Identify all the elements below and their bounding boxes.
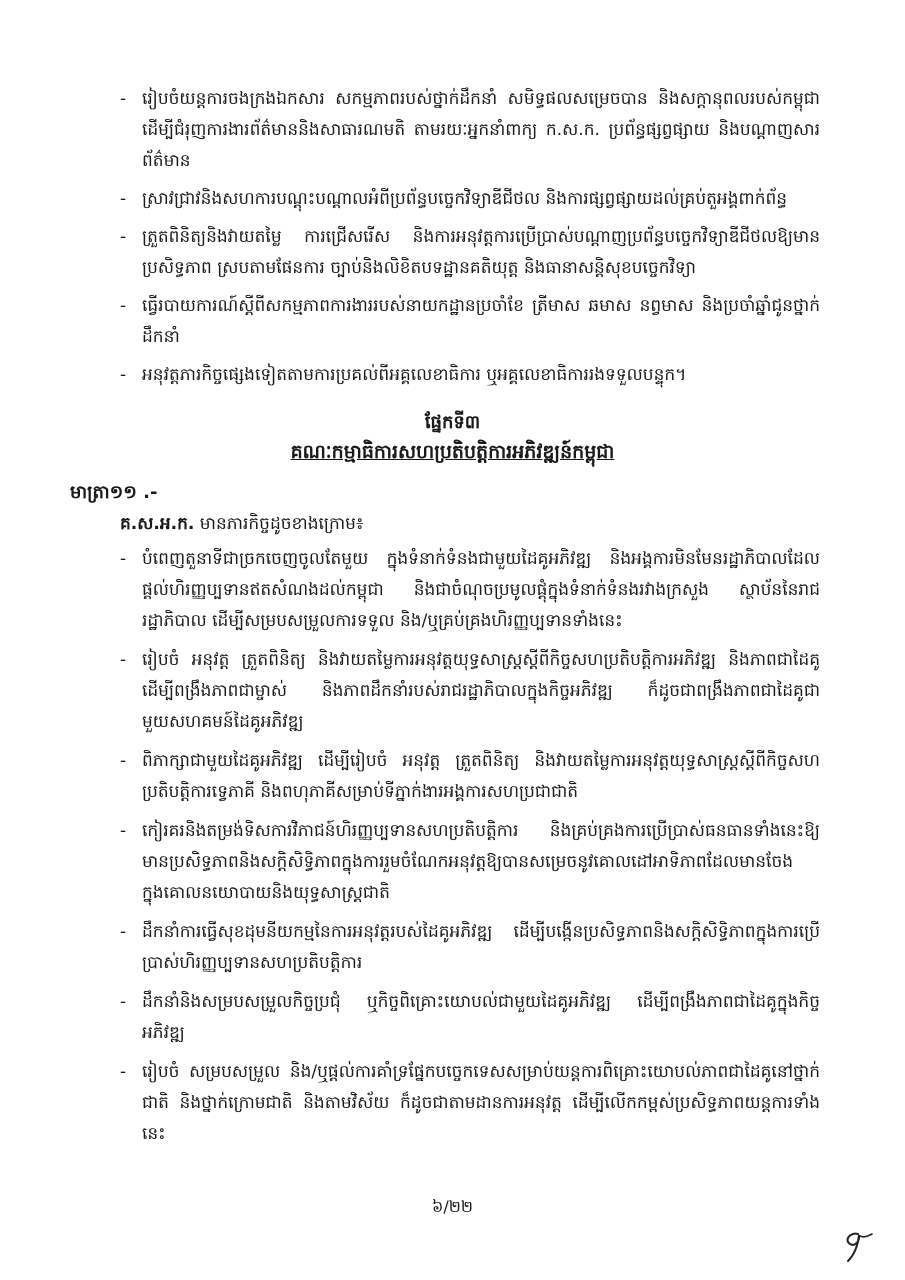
list-item-text: ដឹកនាំការធ្វើសុខដុមនីយកម្មនៃការអនុវត្តរបស់ដៃគូអភិវឌ្ឍ ដើម្បីបង្កើនប្រសិទ្ធភាពនិងសក្ដិសិទ្ធិភាពក្នុងការប្រើប្រាស់ហិរញ្ញប្បទានសហប្រតិបត្តិការ [142,922,820,973]
article-label: មាត្រា១១ .- [70,482,158,503]
list-item [120,746,820,808]
list-item-text: បំពេញតួនាទីជាច្រកចេញចូលតែមួយ ក្នុងទំនាក់ទំនងជាមួយដៃគូអភិវឌ្ឍ និងអង្គការមិនមែនរដ្ឋាភិបាលដែលផ្ដល់ហិរញ្ញប្បទានឥតសំណងដល់កម្ពុជា និងជាចំណុចប្រមូលផ្ដុំក្នុងទំនាក់ទំនងរវាងក្រសួង ស្ថាប័ននៃរាជរដ្ឋាភិបាល ដើម្បីសម្របសម្រួលការទទួល និង/ឬគ្រប់គ្រងហិរញ្ញប្បទានទាំងនេះ [142,549,820,631]
list-item [120,987,820,1049]
bullet-dash: - [120,751,127,771]
bullet-dash: - [120,821,127,841]
article-intro [120,513,363,538]
bullet-dash: - [120,922,127,942]
list-item [120,645,820,738]
list-item [120,544,820,637]
list-item-text: កៀរគរនិងតម្រង់ទិសការវិភាជន៍ហិរញ្ញប្បទានសហប្រតិបត្តិការ និងគ្រប់គ្រងការប្រើប្រាស់ធនធានទាំងនេះឱ្យមានប្រសិទ្ធភាពនិងសក្ដិសិទ្ធិភាពក្នុងការរួមចំណែកអនុវត្តឱ្យបានសម្រេចនូវគោលដៅអាទិភាពដែលមានចែងក្នុងគោលនយោបាយនិងយុទ្ធសាស្ត្រជាតិ [142,821,820,903]
list-item-text: ពិភាក្សាជាមួយដៃគូអភិវឌ្ឍ ដើម្បីរៀបចំ អនុវត្ត ត្រួតពិនិត្យ និងវាយតម្លៃការអនុវត្តយុទ្ធសាស្ត្រស្ដីពីកិច្ចសហប្រតិបត្តិការទ្វេភាគី និងពហុភាគីសម្រាប់ទីភ្នាក់ងារអង្គការសហប្រជាជាតិ [142,751,820,802]
page-number: ៦/២២ [432,1197,473,1216]
part-heading: ផ្នែកទី៣ [424,412,481,433]
top-duty-list [120,84,820,398]
list-item [120,917,820,979]
list-item [120,1057,820,1150]
list-item-text: ត្រួតពិនិត្យនិងវាយតម្លៃ ការជ្រើសរើស និងការអនុវត្តការប្រើប្រាស់បណ្ដាញប្រព័ន្ធបច្ចេកវិទ្យាឌីជីថលឱ្យមានប្រសិទ្ធភាព ស្របតាមផែនការ ច្បាប់និងលិខិតបទដ្ឋានគតិយុត្ត និងធានាសន្តិសុខបច្ចេកវិទ្យា [142,227,820,278]
council-abbreviation: គ.ស.អ.ក. [120,514,195,534]
handwritten-initial-mark [838,1228,876,1264]
bullet-dash: - [120,992,127,1012]
list-item-text: ស្រាវជ្រាវនិងសហការបណ្ដុះបណ្ដាលអំពីប្រព័ន្ធបច្ចេកវិទ្យាឌីជីថល និងការផ្សព្វផ្សាយដល់គ្រប់តួអង្គពាក់ព័ន្ធ [142,189,788,209]
council-heading: គណៈកម្មាធិការសហប្រតិបត្តិការអភិវឌ្ឍន៍កម្ពុជា [290,441,615,463]
bullet-dash: - [120,227,127,247]
bullet-dash: - [120,549,127,569]
intro-text: មានភារកិច្ចដូចខាងក្រោម៖ [194,514,364,534]
bullet-dash: - [120,89,127,109]
bullet-dash: - [120,650,127,670]
list-item-text: រៀបចំ សម្របសម្រួល និង/ឬផ្ដល់ការគាំទ្រផ្នែកបច្ចេកទេសសម្រាប់យន្តការពិគ្រោះយោបល់ភាពជាដៃគូនៅថ្នាក់ជាតិ និងថ្នាក់ក្រោមជាតិ និងតាមវិស័យ ក៏ដូចជាតាមដានការអនុវត្ត ដើម្បីលើកកម្ពស់ប្រសិទ្ធភាពយន្តការទាំងនេះ [142,1062,820,1144]
list-item-text: ធ្វើរបាយការណ៍ស្ដីពីសកម្មភាពការងាររបស់នាយកដ្ឋានប្រចាំខែ ត្រីមាស ឆមាស នព្វមាស និងប្រចាំឆ្នាំជូនថ្នាក់ដឹកនាំ [142,296,820,347]
list-item [120,84,820,177]
bullet-dash: - [120,296,127,316]
bullet-dash: - [120,189,127,209]
list-item [120,222,820,284]
list-item [120,360,820,391]
article-duty-list [120,544,820,1158]
list-item-text: ដឹកនាំនិងសម្របសម្រួលកិច្ចប្រជុំ ឬកិច្ចពិគ្រោះយោបល់ជាមួយដៃគូអភិវឌ្ឍ ដើម្បីពង្រឹងភាពជាដៃគូក្នុងកិច្ចអភិវឌ្ឍ [142,992,820,1043]
bullet-dash: - [120,1062,127,1082]
list-item-text: អនុវត្តភារកិច្ចផ្សេងទៀតតាមការប្រគល់ពីអគ្គលេខាធិការ ឬអគ្គលេខាធិការរងទទួលបន្ទុក។ [142,365,687,385]
list-item-text: រៀបចំយន្តការចងក្រងឯកសារ សកម្មភាពរបស់ថ្នាក់ដឹកនាំ សមិទ្ធផលសម្រេចបាន និងសក្ដានុពលរបស់កម្ពុជា ដើម្បីជំរុញការងារព័ត៌មាននិងសាធារណមតិ តាមរយៈអ្នកនាំពាក្យ ក.ស.ក. ប្រព័ន្ធផ្សព្វផ្សាយ និងបណ្ដាញសារព័ត៌មាន [142,89,820,171]
bullet-dash: - [120,365,127,385]
list-item [120,184,820,215]
list-item [120,816,820,909]
list-item-text: រៀបចំ អនុវត្ត ត្រួតពិនិត្យ និងវាយតម្លៃការអនុវត្តយុទ្ធសាស្ត្រស្ដីពីកិច្ចសហប្រតិបត្តិការអភិវឌ្ឍ និងភាពជាដៃគូ ដើម្បីពង្រឹងភាពជាម្ចាស់ និងភាពដឹកនាំរបស់រាជរដ្ឋាភិបាលក្នុងកិច្ចអភិវឌ្ឍ ក៏ដូចជាពង្រឹងភាពជាដៃគូជាមួយសហគមន៍ដៃគូអភិវឌ្ឍ [142,650,820,732]
list-item [120,291,820,353]
